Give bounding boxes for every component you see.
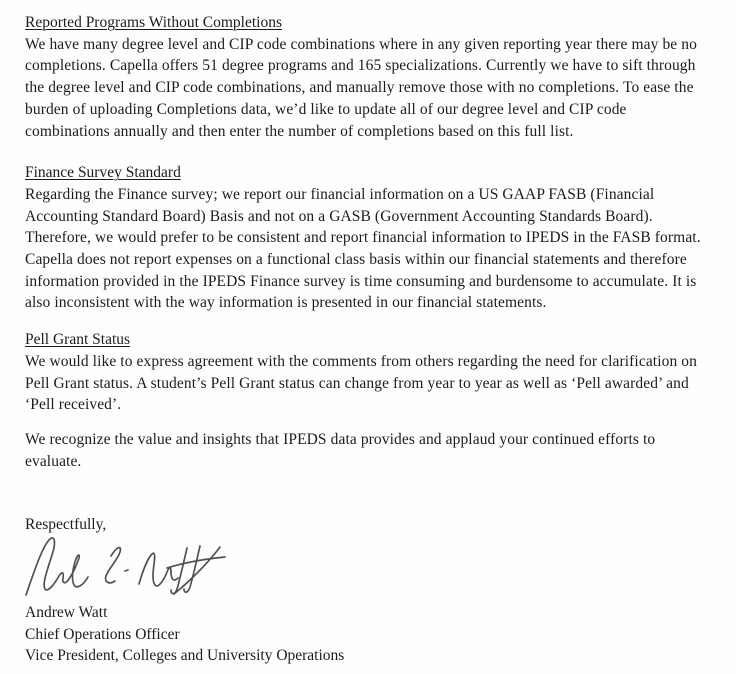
signoff-block <box>25 602 714 667</box>
signoff-title-line2: Vice President, Colleges and University Operations <box>25 647 345 665</box>
section-heading: Pell Grant Status <box>25 331 131 349</box>
section-body: Regarding the Finance survey; we report our financial information on a US GAAP FASB (Financial Accounting Standard Board) Basis and not on a GASB (Government Accounting Standards Board). Therefore, we would prefer to be consistent and report financial information to IPEDS in the FASB format. Capella does not report expenses on a functional class basis within our financial statements and therefore information provided in the IPEDS Finance survey is time consuming and burdensome to accumulate. It is also inconsistent with the way information is presented in our financial statements. <box>25 185 701 312</box>
section-body: We would like to express agreement with the comments from others regarding the need for clarification on Pell Grant status. A student’s Pell Grant status can change from year to year as well as ‘Pell awarded’ and ‘Pell received’. <box>25 352 697 414</box>
section-reported-programs <box>25 12 714 142</box>
closing-paragraph: We recognize the value and insights that IPEDS data provides and applaud your continued efforts to evaluate. <box>25 430 656 470</box>
valediction: Respectfully, <box>25 516 107 534</box>
signoff-title-line1: Chief Operations Officer <box>25 625 180 643</box>
section-body: We have many degree level and CIP code combinations where in any given reporting year there may be no completions. Capella offers 51 degree programs and 165 specializations. Currently we have to sift through the degree level and CIP code combinations, and manually remove those with no completions. To ease the burden of uploading Completions data, we’d like to update all of our degree level and CIP code combinations annually and then enter the number of completions based on this full list. <box>25 35 697 140</box>
section-pell-grant <box>25 329 714 416</box>
section-heading: Finance Survey Standard <box>25 164 181 182</box>
signoff-name: Andrew Watt <box>25 604 108 622</box>
handwritten-signature <box>21 534 714 598</box>
signature-ink-icon <box>21 534 231 598</box>
section-heading: Reported Programs Without Completions <box>25 14 282 31</box>
section-finance-survey <box>25 162 714 314</box>
